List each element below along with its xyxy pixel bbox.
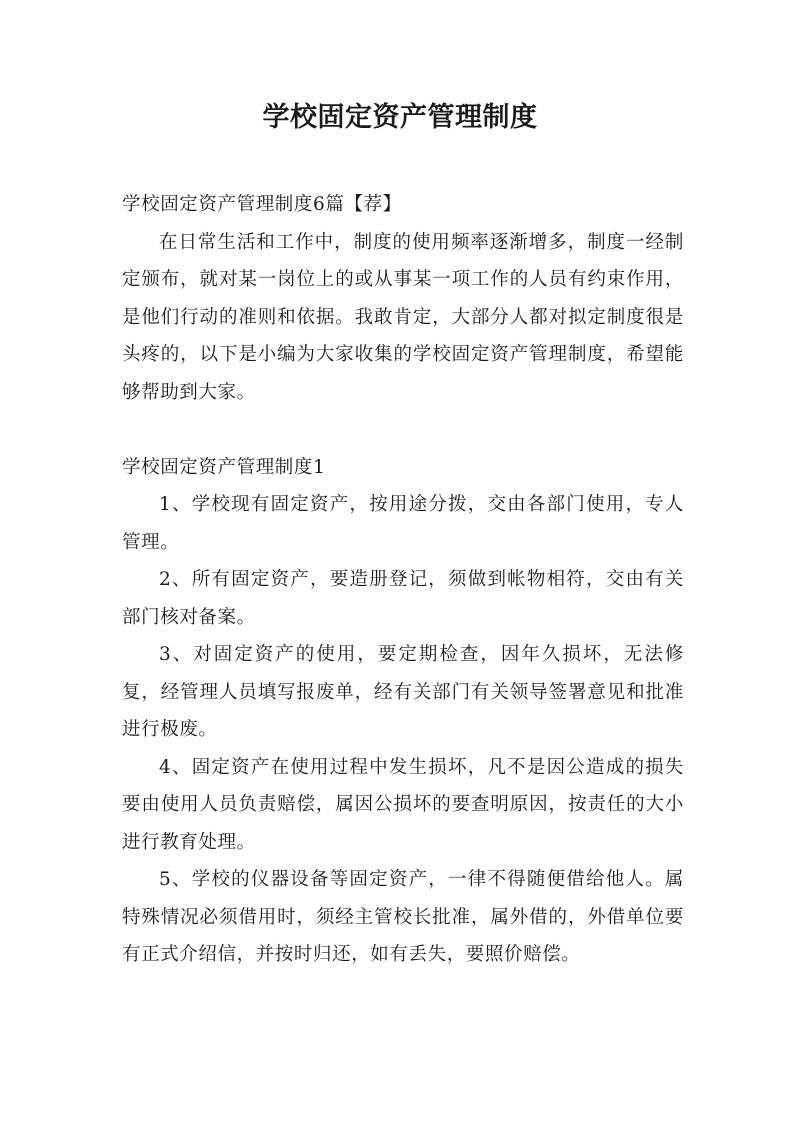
list-item: 1、学校现有固定资产，按用途分拨，交由各部门使用，专人管理。 (122, 494, 684, 553)
section-heading: 学校固定资产管理制度1 (122, 456, 326, 478)
list-item: 5、学校的仪器设备等固定资产，一律不得随便借给他人。属特殊情况必须借用时，须经主管校长批准，属外借的，外借单位要有正式介绍信，并按时归还，如有丢失，要照价赔偿。 (122, 869, 684, 965)
paragraph-spacer (122, 411, 684, 449)
list-item: 3、对固定资产的使用，要定期检查，因年久损坏，无法修复，经管理人员填写报废单，经有关部门有关领导签署意见和批准进行极废。 (122, 644, 684, 740)
list-item: 4、固定资产在使用过程中发生损坏，凡不是因公造成的损失要由使用人员负责赔偿，属因公损坏的要查明原因，按责任的大小进行教育处理。 (122, 756, 684, 853)
page-title: 学校固定资产管理制度 (262, 102, 538, 133)
list-item: 2、所有固定资产，要造册登记，须做到帐物相符，交由有关部门核对备案。 (122, 569, 684, 628)
document-subtitle: 学校固定资产管理制度6篇【荐】 (122, 194, 402, 215)
intro-paragraph: 在日常生活和工作中，制度的使用频率逐渐增多，制度一经制定颁布，就对某一岗位上的或从事某一项工作的人员有约束作用，是他们行动的准则和依据。我敢肯定，大部分人都对拟定制度很是头疼的，以下是小编为大家收集的学校固定资产管理制度，希望能够帮助到大家。 (122, 231, 684, 403)
document-body (122, 186, 684, 974)
